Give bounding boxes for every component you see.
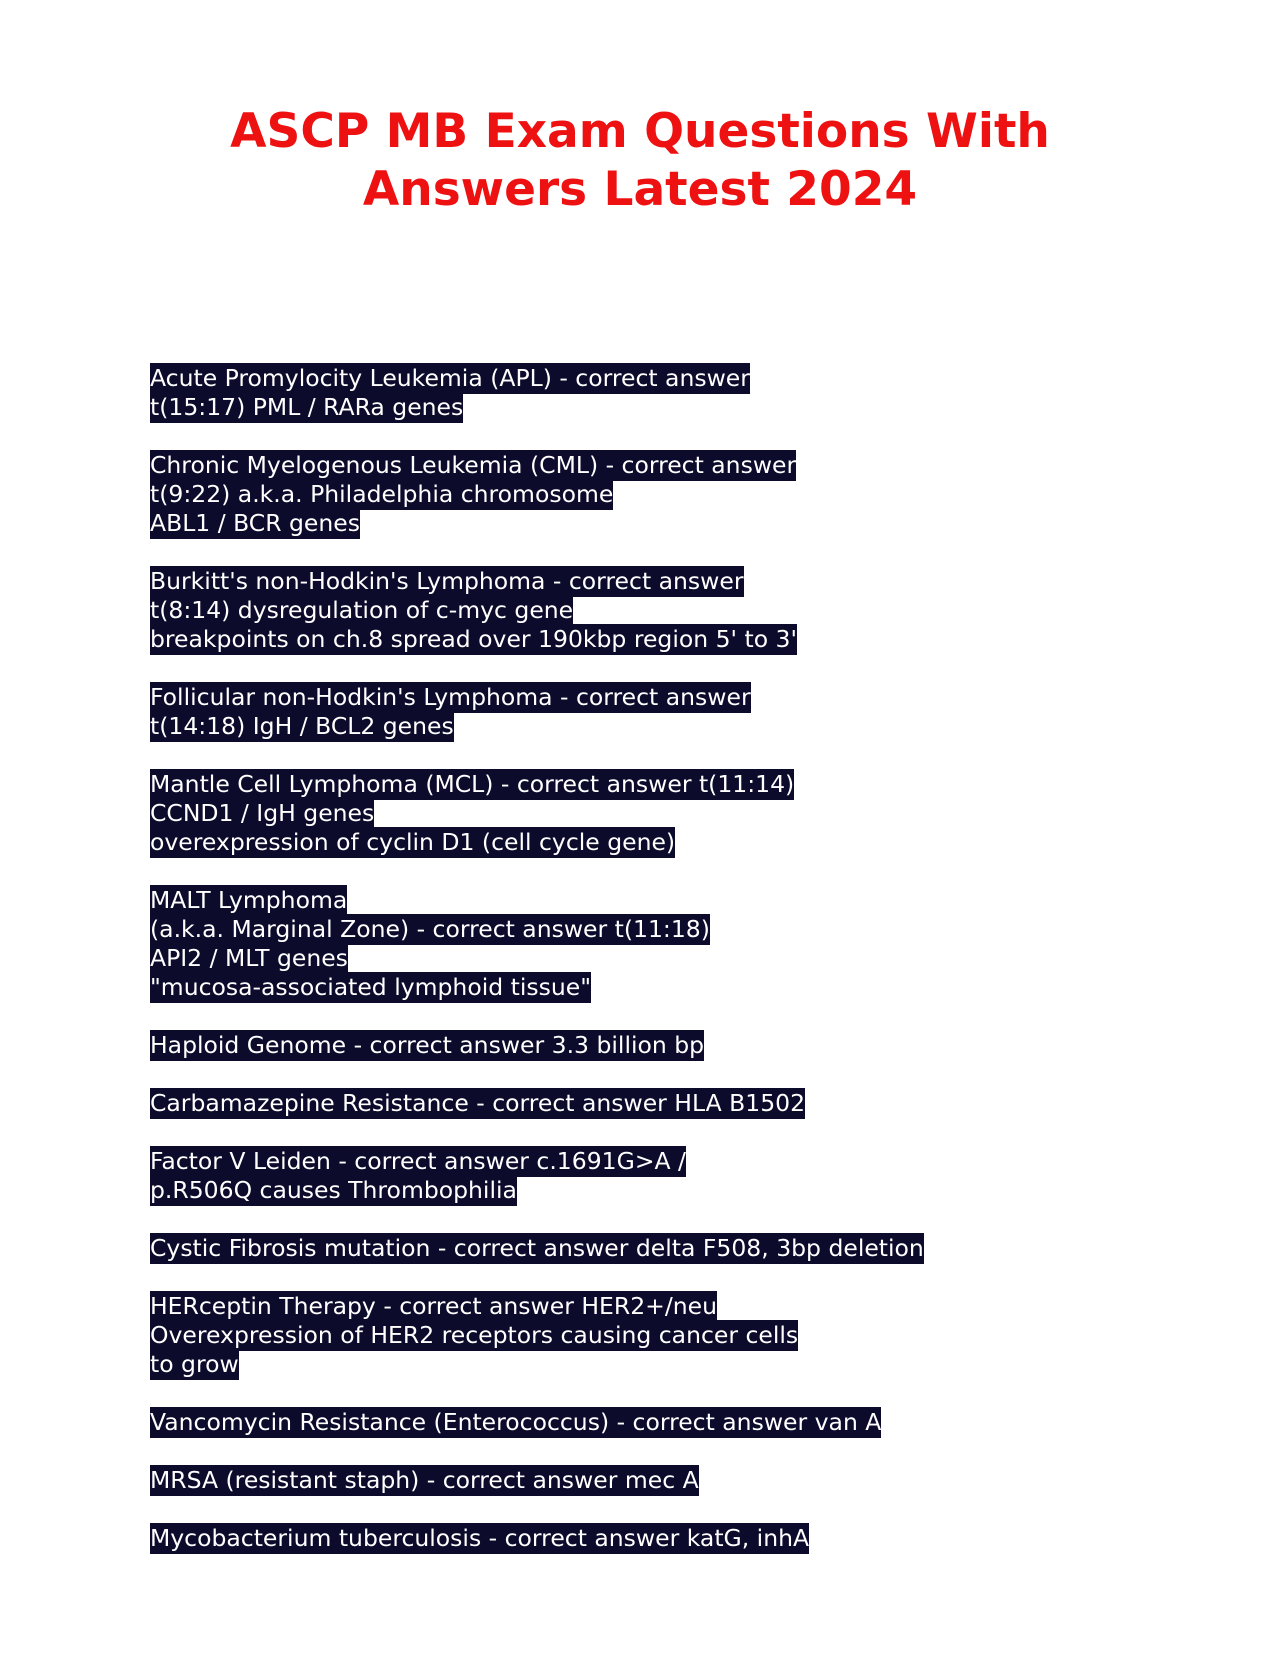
qa-entry-line xyxy=(150,712,1150,741)
qa-entry-line xyxy=(150,596,1150,625)
qa-entry-line xyxy=(150,915,1150,944)
highlighted-text: t(14:18) IgH / BCL2 genes xyxy=(150,712,454,740)
qa-entry-line xyxy=(150,973,1150,1002)
highlighted-text: Acute Promylocity Leukemia (APL) - correct answer xyxy=(150,364,750,392)
qa-entry-line xyxy=(150,625,1150,654)
highlighted-text: ABL1 / BCR genes xyxy=(150,509,360,537)
highlighted-text: Carbamazepine Resistance - correct answer HLA B1502 xyxy=(150,1089,806,1117)
highlighted-text: HERceptin Therapy - correct answer HER2+/neu xyxy=(150,1292,718,1320)
qa-entry-line xyxy=(150,1350,1150,1379)
highlighted-text: Chronic Myelogenous Leukemia (CML) - correct answer xyxy=(150,451,797,479)
qa-entry-line xyxy=(150,1089,1150,1118)
qa-entry xyxy=(150,364,1150,422)
document-title xyxy=(0,103,1280,219)
qa-entry-line xyxy=(150,364,1150,393)
qa-entry-line xyxy=(150,567,1150,596)
highlighted-text: t(9:22) a.k.a. Philadelphia chromosome xyxy=(150,480,614,508)
qa-entry-line xyxy=(150,1176,1150,1205)
qa-entry-line xyxy=(150,393,1150,422)
qa-entry xyxy=(150,567,1150,654)
qa-entry xyxy=(150,770,1150,857)
qa-entry-line xyxy=(150,1524,1150,1553)
qa-entry xyxy=(150,1147,1150,1205)
qa-entry-line xyxy=(150,683,1150,712)
highlighted-text: Mycobacterium tuberculosis - correct answer katG, inhA xyxy=(150,1524,810,1552)
highlighted-text: MRSA (resistant staph) - correct answer mec A xyxy=(150,1466,699,1494)
qa-entry-line xyxy=(150,509,1150,538)
highlighted-text: API2 / MLT genes xyxy=(150,944,348,972)
qa-entry-line xyxy=(150,1466,1150,1495)
title-line-1: ASCP MB Exam Questions With xyxy=(230,104,1050,159)
qa-entry-line xyxy=(150,1147,1150,1176)
highlighted-text: MALT Lymphoma xyxy=(150,886,348,914)
qa-entry xyxy=(150,1408,1150,1437)
qa-entry xyxy=(150,886,1150,1002)
qa-entry-line xyxy=(150,451,1150,480)
highlighted-text: Factor V Leiden - correct answer c.1691G>A / xyxy=(150,1147,686,1175)
qa-entry xyxy=(150,1524,1150,1553)
qa-entry-line xyxy=(150,480,1150,509)
highlighted-text: breakpoints on ch.8 spread over 190kbp region 5' to 3' xyxy=(150,625,797,653)
qa-entry xyxy=(150,1466,1150,1495)
qa-entry xyxy=(150,451,1150,538)
highlighted-text: Burkitt's non-Hodkin's Lymphoma - correct answer xyxy=(150,567,744,595)
highlighted-text: Overexpression of HER2 receptors causing cancer cells xyxy=(150,1321,799,1349)
qa-entry-line xyxy=(150,799,1150,828)
highlighted-text: overexpression of cyclin D1 (cell cycle gene) xyxy=(150,828,676,856)
highlighted-text: Mantle Cell Lymphoma (MCL) - correct answer t(11:14) xyxy=(150,770,795,798)
highlighted-text: Follicular non-Hodkin's Lymphoma - correct answer xyxy=(150,683,751,711)
qa-entry xyxy=(150,1089,1150,1118)
highlighted-text: "mucosa-associated lymphoid tissue" xyxy=(150,973,592,1001)
highlighted-text: Haploid Genome - correct answer 3.3 billion bp xyxy=(150,1031,705,1059)
qa-entry-line xyxy=(150,944,1150,973)
qa-entry-line xyxy=(150,1408,1150,1437)
qa-entry-line xyxy=(150,1292,1150,1321)
qa-entry-line xyxy=(150,770,1150,799)
qa-entries xyxy=(150,364,1150,1582)
qa-entry xyxy=(150,683,1150,741)
qa-entry-line xyxy=(150,828,1150,857)
highlighted-text: Cystic Fibrosis mutation - correct answer delta F508, 3bp deletion xyxy=(150,1234,924,1262)
highlighted-text: CCND1 / IgH genes xyxy=(150,799,375,827)
qa-entry-line xyxy=(150,1234,1150,1263)
qa-entry xyxy=(150,1292,1150,1379)
highlighted-text: to grow xyxy=(150,1350,239,1378)
qa-entry-line xyxy=(150,1321,1150,1350)
qa-entry-line xyxy=(150,1031,1150,1060)
qa-entry xyxy=(150,1031,1150,1060)
qa-entry xyxy=(150,1234,1150,1263)
highlighted-text: t(15:17) PML / RARa genes xyxy=(150,393,464,421)
qa-entry-line xyxy=(150,886,1150,915)
highlighted-text: t(8:14) dysregulation of c-myc gene xyxy=(150,596,574,624)
highlighted-text: p.R506Q causes Thrombophilia xyxy=(150,1176,517,1204)
title-line-2: Answers Latest 2024 xyxy=(362,162,918,217)
highlighted-text: Vancomycin Resistance (Enterococcus) - correct answer van A xyxy=(150,1408,882,1436)
highlighted-text: (a.k.a. Marginal Zone) - correct answer t(11:18) xyxy=(150,915,710,943)
